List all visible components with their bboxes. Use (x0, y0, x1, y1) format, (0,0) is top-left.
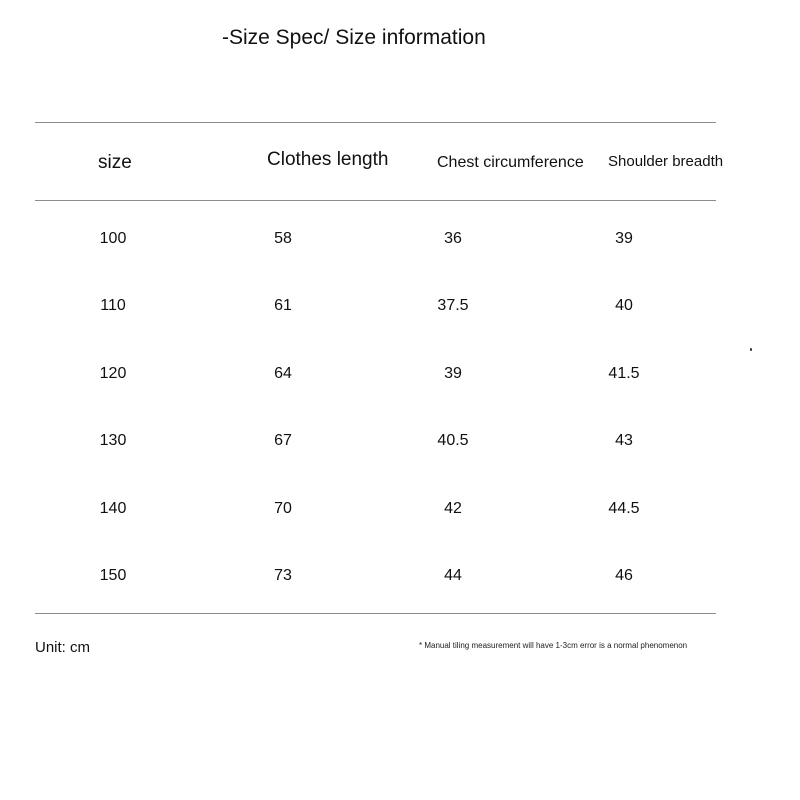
cell-clothes-length: 64 (274, 364, 292, 382)
cell-clothes-length: 73 (274, 566, 292, 584)
header-shoulder-breadth: Shoulder breadth (608, 153, 724, 170)
header-clothes-length: Clothes length (267, 149, 389, 170)
table-body (0, 205, 800, 609)
cell-chest-circumference: 40.5 (437, 432, 469, 450)
table-row (0, 542, 800, 609)
cell-shoulder-breadth: 43 (615, 432, 633, 450)
table-row (0, 272, 800, 339)
header-size: size (98, 152, 132, 173)
cell-size: 110 (100, 297, 126, 315)
cell-size: 140 (99, 499, 127, 517)
table-header-rule (35, 200, 716, 201)
cell-size: 120 (99, 364, 127, 382)
table-row (0, 205, 800, 272)
cell-shoulder-breadth: 44.5 (608, 499, 640, 517)
header-chest-circumference: Chest circumference (437, 154, 584, 171)
table-row (0, 407, 800, 474)
cell-clothes-length: 70 (274, 499, 292, 517)
cell-shoulder-breadth: 46 (615, 566, 633, 584)
cell-size: 100 (99, 230, 127, 247)
cell-clothes-length: 67 (274, 432, 292, 450)
table-row (0, 340, 800, 407)
cell-shoulder-breadth: 41.5 (608, 364, 640, 382)
cell-chest-circumference: 37.5 (437, 297, 469, 315)
cell-chest-circumference: 36 (444, 230, 462, 247)
table-bottom-rule (35, 613, 716, 614)
cell-chest-circumference: 42 (444, 499, 462, 517)
cell-chest-circumference: 44 (444, 566, 462, 584)
cell-clothes-length: 61 (274, 297, 292, 315)
cell-size: 150 (99, 566, 127, 584)
cell-clothes-length: 58 (274, 230, 292, 247)
cell-size: 130 (99, 432, 127, 450)
cell-shoulder-breadth: 39 (615, 230, 633, 247)
page-title: -Size Spec/ Size information (222, 26, 486, 49)
stray-mark (750, 348, 752, 351)
table-top-rule (35, 122, 716, 123)
measurement-note: * Manual tiling measurement will have 1-3cm error is a normal phenomenon (419, 641, 688, 650)
unit-label: Unit: cm (35, 639, 91, 656)
cell-shoulder-breadth: 40 (615, 297, 633, 315)
cell-chest-circumference: 39 (444, 364, 462, 382)
table-row (0, 475, 800, 542)
